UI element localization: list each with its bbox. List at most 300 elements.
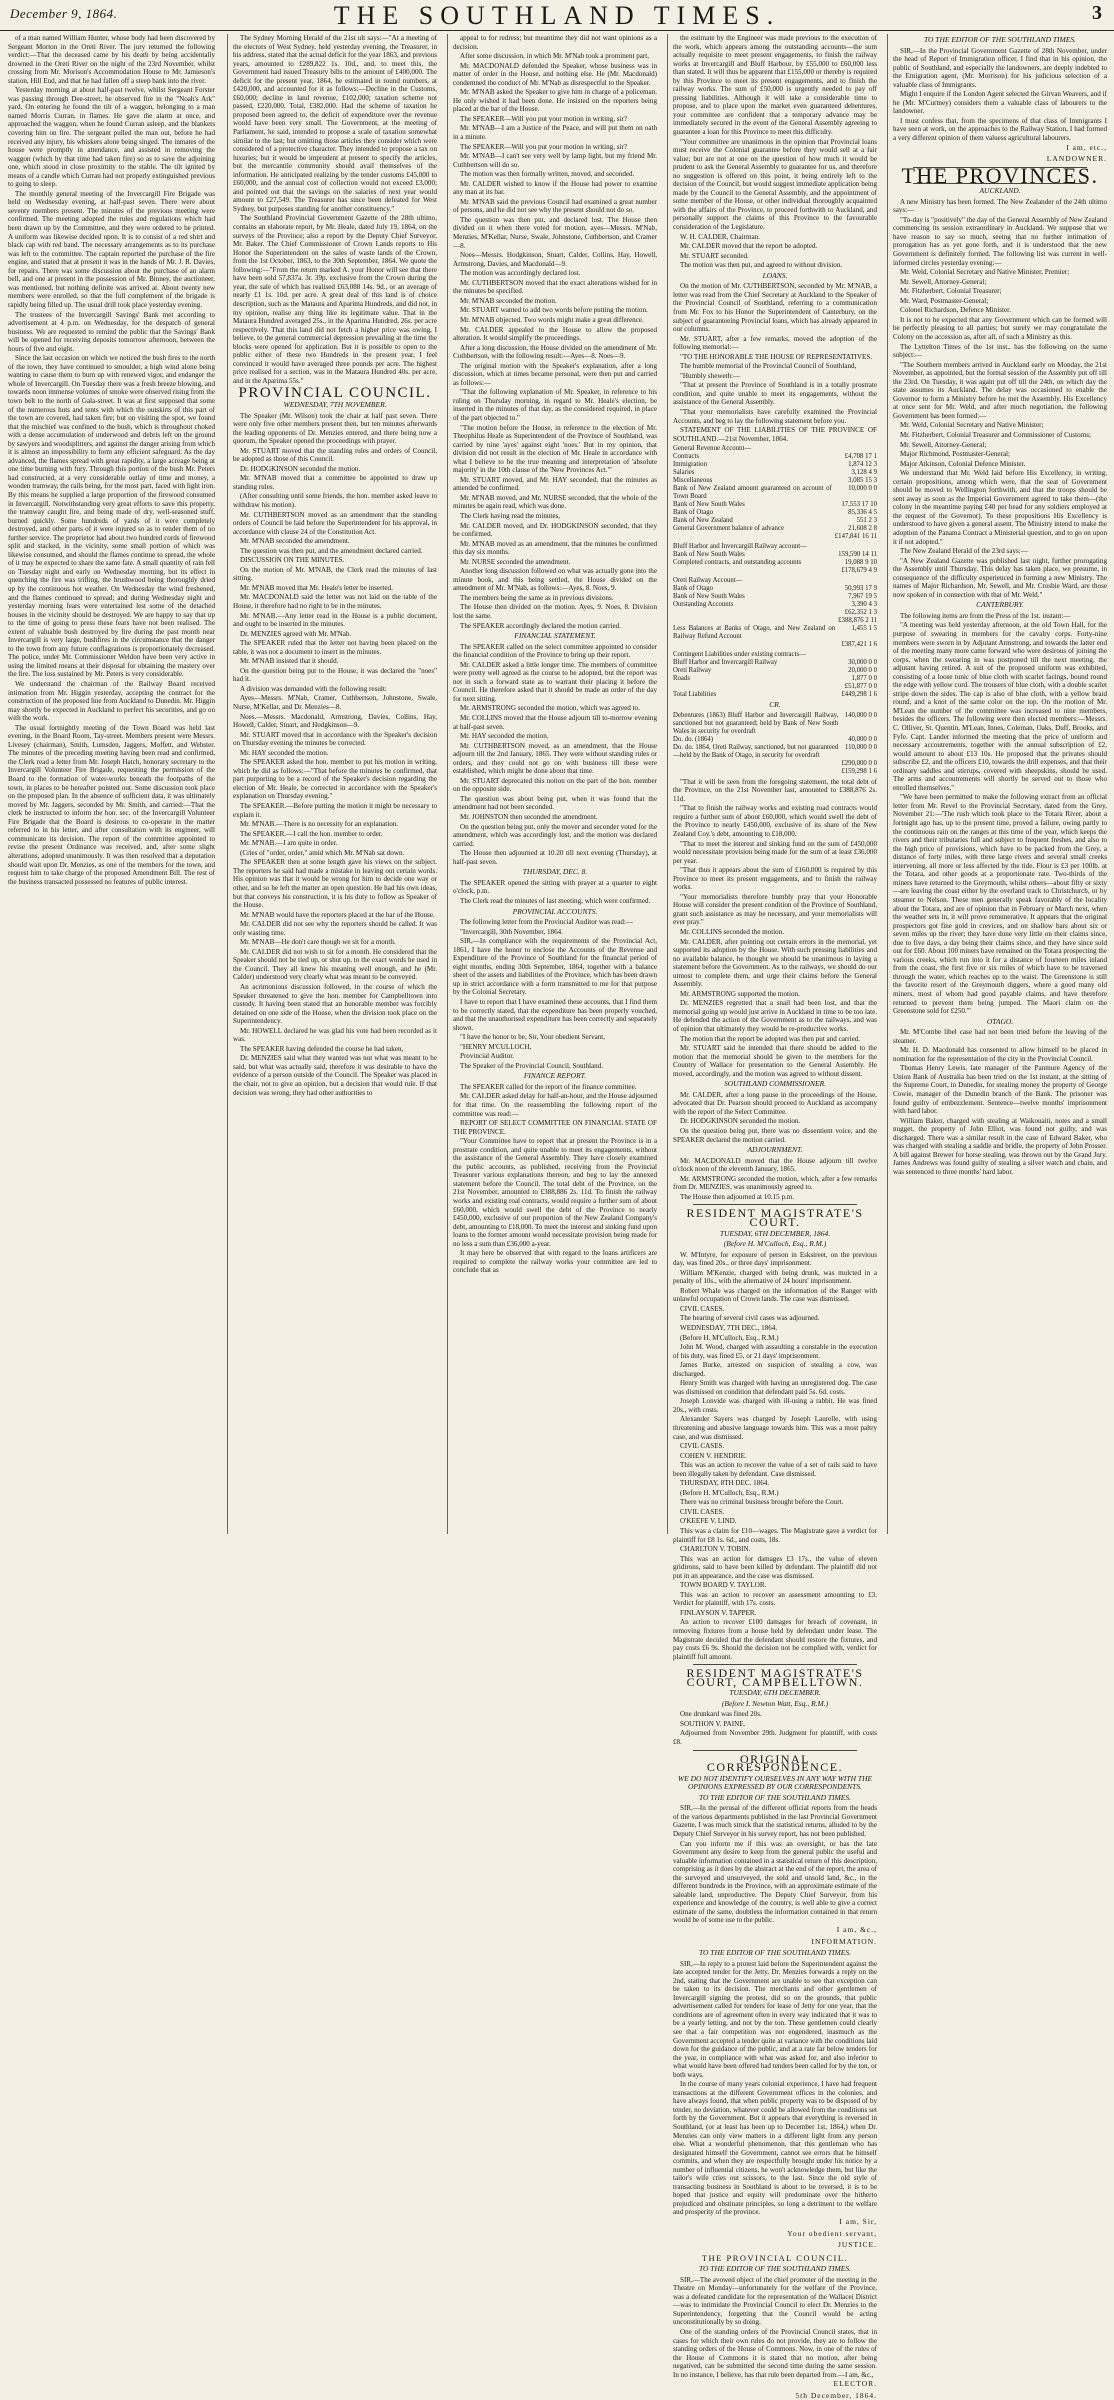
table-cell-label: Bank of New South Wales: [673, 593, 745, 601]
paragraph: Dr. HODGKINSON seconded the motion.: [680, 1117, 801, 1126]
table-row: [673, 551, 877, 559]
table-cell-amount: 7,967 19 5: [848, 593, 877, 601]
paragraph: SIR,—In reply to a protest laid before the Superintendent against the late accepted tender for the Jetty, Dr. Menzies forwards a reply on the 2nd, stating that the Government are unable to see that exception can be taken to its decision. The merchants and other gentlemen of Invercargill signing the protest, did so on the grounds, that public advertisement called for tenders for lease of Jetty for one year, that the conditions are of agreement often in every way indicated that it was to be a yearly letting, and not by the ton. These gentlemen could clearly see that a fair competition was not engendered, inasmuch as the Government accepted a tender quite at variance with the conditions laid down for the guidance of the public, and at a rate far below tenders for the year, in compliance with what was asked for, and also inferior to what would have been offered had tenders been called for by the ton, or both ways.: [673, 1959, 877, 2079]
paragraph: the estimate by the Engineer was made previous to the execution of the work, which appears among the outstanding accounts—the sum actually requisite to meet present engagements, to finish the railway works at Invercargill and Bluff Harbour, by £55,000 to £60,000 less than stated. It will thus be apparent that £155,000 or thereby is required by this Province to meet its present engagements, and to finish the railway works. The sum of £50,000 is urgently needed to pay off pressing liabilities. Although it will take a considerable time to propose, and to place upon the market even guaranteed debentures, your committee are confident that a temporary advance may be immediately secured in the event of the General Assembly agreeing to guarantee a loan for this Province to meet this difficulty.: [673, 34, 877, 137]
paragraph: The question was then put, and the amendment declared carried.: [240, 546, 423, 555]
paragraph: The SPEAKER having defended the course he had taken,: [240, 1044, 404, 1053]
table-row: [673, 533, 877, 541]
paragraph: On the motion of Mr. CUTHBERTSON, seconded by Mr. M'NAB, a letter was read from the Chief Secretary at Auckland to the Speaker of the Provincial Council of Southland, referring to a communication from Mr. Fox to his Honor the Superintendent of Canterbury, on the subject of guaranteeing Provincial loans, which has already appeared in our columns.: [673, 282, 877, 334]
table-row: [673, 683, 877, 691]
paragraph: Mr. Sewell, Attorney-General;: [900, 277, 987, 286]
paragraph: The question was then put, and declared lost. The House then divided on it when there voted for motion, ayes—Messrs. M'Nab, Menzies, M'Kellar, Nurse, Swale, Johnstone, Cuthbertson, and Cramer—8.: [453, 215, 657, 250]
paragraph: The House then divided on the motion. Ayes, 9. Noes, 8. Division lost the same.: [453, 603, 657, 620]
table-cell-label: Bank of New South Wales: [673, 551, 745, 559]
paragraph: The Speaker (Mr. Wilson) took the chair at half past seven. There were only five other members present then, but ten minutes afterwards the leading opponents of Dr. Menzies entered, and there being now a quorum, the Speaker opened the proceedings with prayer.: [233, 411, 437, 446]
table-cell-amount: 140,000 0 0: [844, 711, 877, 719]
paragraph: The New Zealand Herald of the 23rd says:—: [900, 547, 1028, 556]
paragraph: Mr. HAY seconded the motion.: [240, 748, 329, 757]
table-cell-amount: 30,000 0 0: [848, 659, 877, 667]
table-cell-label: Total Liabilities: [673, 691, 717, 699]
paragraph: Mr. CALDER, after a long pause in the proceedings of the House, advocated that Dr. Pearson should proceed to Auckland as accompany with the report of the Select Committee.: [673, 1090, 877, 1116]
letter-3-address: TO THE EDITOR OF THE SOUTHLAND TIMES.: [698, 2264, 852, 2274]
paragraph: I have to report that I have examined these accounts, that I find them to be correctly stated, that the expenditure has been properly vouched, and that the unauthorised expenditure has been correctly and separately shown.: [453, 997, 657, 1032]
paragraph: Colonel Richardson, Defence Minister.: [900, 306, 1011, 315]
col2-top-paragraphs: [233, 34, 437, 385]
campbelltown-court-before: (Before I. Newton Watt, Esq., R.M.): [721, 1698, 829, 1708]
paragraph: After some discussion, in which Mr. M'Nab took a prominent part,: [460, 52, 650, 61]
table-cell-label: Less Balances at Banks of Otago, and New Zealand on Railway Refund Account: [673, 625, 836, 641]
paragraph: Mr. CALDER asked delay for half-an-hour, and the House adjourned for that time. On the reassembling the following report of the committee was read:—: [453, 1092, 657, 1118]
paragraph: Mr. Ward, Postmaster-General;: [900, 296, 989, 305]
loans-heading: LOANS.: [762, 270, 788, 280]
table-cell-label: Bluff Harbor and Invercargill Railway: [673, 659, 778, 667]
paragraph: The usual fortnightly meeting of the Town Board was held last evening, in the Board Room, Tay-street. Members present were Messrs. Livesey (chairman), Smith, Lumsden, Jaggers, Moffett, and Webster. The minutes of the preceding meeting having been read and confirmed, the Clerk read a letter from Mr. Joseph Hatch, honorary secretary to the Invercargill Volunteer Fire Brigade, requesting the permission of the Board to the formation of water-works beneath the footpaths of the town, in places to be hereafter pointed out. Some discussion took place on the proposed plan. In the absence of sufficient data, it was ultimately moved by Mr. Jaggers, seconded by Mr. Smith, and carried:—That the clerk be instructed to inform the hon. sec. of the Invercargill Volunteer Fire Brigade that the Board is desirous to co-operate in the matter referred to in his letter, and after consultation with its engineer, will communicate its decision. The report of the committee appointed to revise the present Ordinance was received, and, after some slight alterations, adopted unanimously. It was then resolved that a deputation should wait upon Dr. Menzies, as one of the members for the town, and request him to take charge of the proposed Amendment Bill. The rest of the business transacted possessed no features of public interest.: [8, 723, 215, 886]
table-row: [673, 744, 877, 760]
paragraph: COHEN V. HENDRIE.: [680, 1451, 747, 1460]
paragraph: The SPEAKER called on the select committee appointed to consider the financial condition of the Province to bring up their report.: [453, 642, 657, 660]
divider: [693, 1204, 857, 1205]
table-cell-label: Bank of New Zealand amount guaranteed on account of Town Board: [673, 485, 832, 501]
paragraph: "That to finish the railway works and existing road contracts would require a further sum of about £60,000, which would swell the debt of the Province to nearly £450,000, exclusive of its share of the New Zealand Coy.'s debt, amounting to £18,000.: [673, 804, 877, 838]
table-row: [673, 445, 877, 453]
col3-paragraphs-c: [453, 879, 657, 906]
paragraph: Mr. CALDER moved that the report be adopted.: [680, 242, 818, 251]
table-cell-label: Bank of Otago: [673, 585, 714, 593]
paragraph: Dr. MENZIES said what they wanted was not what was meant to be said, but what was actually said, therefore it was desirable to have the evidence of a person outside of the Council. The Speaker was placed in the chair, not to give an opinion, but a decision that would rule. If that decision was wrong, they had other authorities to: [233, 1054, 437, 1097]
paragraph: Mr. M'NAB moved that a committee be appointed to draw up standing rules.: [233, 474, 437, 491]
liabilities-table-2: [673, 543, 877, 575]
column-1: [8, 34, 215, 1534]
col4-paragraphs-d: [673, 1091, 877, 1144]
letter-1-address: TO THE EDITOR OF THE SOUTHLAND TIMES.: [698, 1792, 852, 1802]
paragraph: A new Ministry has been formed. The New Zealander of the 24th ultimo says:—: [893, 197, 1107, 215]
paragraph: SIR,—In the Provincial Government Gazette of 28th November, under the head of Report of Immigration officer, I find that in his opinion, the public of Southland, and especially the landowners, are deeply indebted to the Emigration agent, (Mr. Morrison) for his judicious selection of a valuable class of Immigrants.: [893, 46, 1107, 89]
paragraph: We understand the chairman of the Railway Board received intimation from Mr. Higgin yesterday, accepting the contract for the construction of the proposed line from Auckland to Dunedin. Mr. Higgin may shortly be expected in Auckland to perfect his securities, and go on with the work.: [8, 680, 215, 723]
paragraph: Alexander Sayers was charged by Joseph Laurelle, with using threatening and abusive language towards him. This was a most paltry case, and was dismissed.: [673, 1415, 877, 1441]
rm-court-heading: RESIDENT MAGISTRATE'S COURT.: [686, 1206, 864, 1229]
financial-statement-heading: FINANCIAL STATEMENT.: [514, 631, 596, 641]
paragraph: "Your Committee have to report that at present the Province is in a prostrate condition, and quite unable to meet its engagements, without the assistance of the General Assembly. They have closely examined the public accounts, as published, receiving from the Provincial Treasurer various explanations thereon, and beg to lay the annexed statement before the Council. The total debt of the Province, on the 21st November, amounted to £388,886 2s. 11d. To finish the railway works and existing roal contracts, would require a further sum of about £60,000, which would swell the debt of the Province to nearly £450,000, exclusive of our proportion of the New Zealand Company's debt, amounting to £18,000. To meet the interest and sinking fund upon loans to the former amount would necessitate provision being made for no less a sum than £36,000 a-year.: [453, 1137, 657, 1248]
paragraph: The Lyttelton Times of the 1st inst., has the following on the same subject:—: [893, 342, 1107, 360]
paragraph: CIVIL CASES.: [680, 1507, 725, 1516]
paragraph: Mr. M'NAB—He don't care though we sit for a month.: [240, 938, 396, 947]
paragraph: of a man named William Hunter, whose body had been discovered by Sergeant Morton in the Oreti River. The jury returned the following verdict:—That the deceased came by his death by being accidentally drowned in the Oreti River on the night of the 23rd November, whilst crossing from Mr. Morison's Accommodation House to Mr. Jamieson's station, Hill End, and that he had fallen off a steep bank into the river.: [8, 34, 215, 85]
paragraph: STATEMENT OF THE LIABILITIES OF THE PROVINCE OF SOUTHLAND.—21st November, 1864.: [673, 426, 877, 443]
letter-3-paragraphs: [673, 2276, 877, 2380]
paragraph: The following items are from the Press of the 1st. instant:—: [900, 611, 1071, 620]
letter-2-closing: I am, Sir,: [839, 2217, 877, 2227]
col3-paragraphs-b: [453, 643, 657, 867]
table-row: [673, 461, 877, 469]
paragraph: Mr. STUART moved that the standing rules and orders of Council, be adopted as those of this Council.: [233, 446, 437, 464]
paragraph: THURSDAY, 8TH DEC. 1864.: [680, 1479, 770, 1488]
paragraph: Mr. CALDER did not see why the reporters should be called. It was only wasting time.: [233, 920, 437, 937]
paragraph: This was an action for damages £3 17s., the value of eleven gridirons, said to have been killed by defendant. The plaintiff did not put in an appearance, and the case was dismissed.: [673, 1554, 877, 1580]
paragraph: John M. Wood, charged with assaulting a constable in the execution of his duty, was fined £5, or 21 days' imprisonment.: [673, 1343, 877, 1360]
paragraph: REPORT OF SELECT COMMITTEE ON FINANCIAL STATE OF THE PROVINCE.: [453, 1119, 657, 1136]
paragraph: Mr. Fitzherbert, Colonial Treasurer;: [900, 287, 1002, 296]
paragraph: This was an action to recover the value of a set of rails said to have been illegally taken by defendant. Case dismissed.: [673, 1461, 877, 1478]
paragraph: This was an action to recover an assessment amounting to £3. Verdict for plaintiff, with 17s. costs.: [673, 1590, 877, 1608]
table-cell-label: [673, 567, 828, 575]
liabilities-table-4: [673, 651, 877, 699]
paragraph: "A New Zealand Gazette was published last night, further prorogating the Assembly until Thursday. This delay has taken place, we presume, in consequence of the difficulty experienced in forming a new Ministry. The names of Major Richardson, Mr. Sewell, and Mr. Crosbie Ward, are those now spoken of in connection with that of Mr. Weld.": [893, 556, 1107, 599]
table-row: [673, 736, 877, 744]
paragraph: The motion was accordingly declared lost.: [460, 269, 581, 278]
paragraph: The hearing of several civil cases was adjourned.: [680, 1314, 820, 1323]
paragraph: Can you inform me if this was an oversight, or has the late Government any desire to keep from the general public the useful and valuable information contained in a statistical return of this description, comprising as it does by the abstract at the end of the report, the area of the surveyed and unsurveyed, the sold and unsold land, &c., in the different hundreds in the Province, with an approximate estimate of the saleable land, unproductive. The Deputy Chief Surveyor, from his experience and knowledge of the country, is well able to give a correct estimate of the same, doubtless the information contained in that return would be of some use to the public.: [673, 1839, 877, 1925]
table-cell-amount: 3,085 15 3: [848, 477, 877, 485]
paragraph: The SPEAKER called for the report of the finance committee.: [460, 1082, 637, 1091]
thursday-heading: THURSDAY, DEC. 8.: [522, 867, 588, 877]
table-cell-amount: £51,877 0 0: [844, 683, 877, 691]
paragraph: Mr. M'NAB.—I am quite in order.: [240, 839, 338, 848]
table-row: [673, 760, 877, 768]
paragraph: The Speaker of the Provincial Council, Southland.: [460, 1061, 604, 1070]
paragraph: Mr. M'NAB moved, and Mr. NURSE seconded, that the whole of the minutes be again read, which was done.: [453, 493, 657, 511]
campbelltown-court-date: TUESDAY, 6TH DECEMBER.: [729, 1688, 821, 1698]
paragraph: Mr. CUTHBERTSON moved, as an amendment, that the House adjourn till the 2nd January, 1865. They were without standing rules or orders, and they could not go on with business till these were established, which might be done about that time.: [453, 741, 657, 776]
table-row: [673, 609, 877, 617]
column-5: [887, 34, 1107, 1534]
paragraph: Mr. ARMSTRONG seconded the motion, which, after a few remarks from Dr. MENZIES, was unanimously agreed to.: [673, 1174, 877, 1192]
paragraph: "That to meet the interest and sinking fund on the sum of £450,000 would necessitate provision being made for the sum of at least £36,000 per year.: [673, 839, 877, 865]
masthead: [0, 0, 1114, 31]
paragraph: On the motion of Mr. M'NAB, the Clerk read the minutes of last sitting.: [233, 565, 437, 583]
paragraph: On the question being put, only the mover and seconder voted for the amendment, which was accordingly lost, and the motion was declared carried.: [453, 822, 657, 848]
table-cell-label: Bank of Otago: [673, 509, 714, 517]
paragraph: The motion was then formally written, moved, and seconded.: [460, 170, 635, 179]
paragraph: The Southland Provincial Government Gazette of the 28th ultimo, contains an elaborate report, by Mr. Heale, dated July 19, 1864, on the surveys of the Province; also a report by the Deputy Chief Surveyor, Mr. Baker. The Chief Commissioner of Crown Lands reports to His Honor the Superintendent on the sales of waste lands of the Crown, from the 1st October, 1863, to the 30th September, 1864. We quote the following:—"From the return marked A. your Honor will see that there have been sold 57,837a. 3r. 39p. exclusive from the Crown during the year, the sale of which has realised £63,088 14s. 9d., or an average of nearly £1 1s. 10d. per acre. A great deal of this land is of choice description, such as the Mataura and Aparima Hundreds, and did not, in my opinion, realise any thing like its legitimate value. That in the Mataura Hundred averaged 25s., in the Aparima Hundred, 26s. per acre respectively. That this land did not fetch a higher price was owing, I believe, to the general commercial depression prevailing at the time the blocks were opened for application. But it is possible to open to the public either of these two Hundreds in the present year, I feel convinced it would have averaged three pounds per acre. The highest price realised for a section, was in the Mataura Hundred 40s. per acre, and in the Aparima 55s.": [233, 214, 437, 385]
table-cell-amount: £387,421 1 6: [841, 641, 877, 649]
finance-report-heading: FINANCE REPORT.: [523, 1071, 587, 1081]
table-cell-label: Oreti Railway Account—: [673, 577, 743, 585]
provincial-council-letter-heading: THE PROVINCIAL COUNCIL.: [701, 2252, 849, 2263]
table-cell-label: Debentures (1863) Bluff Harbor and Invercargill Railway, sanctioned but not guaranteed; held by Bank of New South Wales in security for overdraft: [673, 711, 839, 735]
table-cell-amount: 19,088 9 10: [844, 559, 877, 567]
table-row: [673, 585, 877, 593]
table-row: [673, 651, 877, 659]
table-cell-label: Contingent Liabilities under existing contracts—: [673, 651, 806, 659]
paragraph: In the course of many years colonial experience, I have had frequent transactions at the different Government offices in the colonies, and have always found, that when public property was to be disposed of by tender, no deviation, whatever could be allowed from the conditions set forth by the Government. But it appears that everything is reversed in Southland, (or at least has been up to December 1st, 1864,) when Dr. Menzies can only view matters in a different light from any person else. What a wonderful phenomenon, that this gentleman who has designated himself the Government, cannot see errors that he himself commits, and when they are respectfully brought under his notice by a number of influential citizens, he won't acknowledge them, but like the tailor's wife cries out scissors, to the last. Since the old style of transacting business in Southland is about to be reversed, it is to be hoped that justice and equity will predominate over the hitherto prejudiced and obstinate principles, so long a detriment to the welfare and prosperity of the province.: [673, 2080, 877, 2217]
paragraph: (Before H. M'Culloch, Esq., R.M.): [680, 1488, 779, 1497]
paragraph: Mr. M'NAB.—There is no necessity for an explanation.: [240, 820, 399, 829]
table-cell-amount: [831, 651, 877, 659]
letter-1-paragraphs: [673, 1804, 877, 1925]
paragraph: Mr. M'NAB would have the reporters placed at the bar of the House.: [240, 910, 435, 919]
paragraph: Mr. M'NAB—I can't see very well by lamp light, but my friend Mr. Cuthbertson will do so.: [453, 152, 657, 169]
paragraph: Yesterday morning at about half-past twelve, whilst Sergeant Forster was passing through Dee-street, he observed fire in the "Noah's Ark" yard. On entering he found the tilt of a waggon, belonging to a man named Morris Curran, in flames. He gave the alarm at once, and approached the waggon, when he found Curran asleep, and the blankets covering him on fire. The sergeant pulled the man out, before he had received any injury, his whiskers alone being singed. The inmates of the house were promptly in attendance, and assisted in removing the waggon (which by that time had taken fire) so as to save the adjoining one, which stood in close proximity to the stable. The tilt ignited by means of a candle which Curran had not properly extinguished previous to going to sleep.: [8, 86, 215, 189]
paragraph: Mr. COLLINS seconded the motion.: [680, 928, 785, 936]
campbelltown-court-heading: RESIDENT MAGISTRATE'S COURT, CAMPBELLTOWN.: [686, 1666, 864, 1689]
paragraph: Mr. M'NAB.—Any letter read in the House is a public document, and ought to be inserted in the minutes.: [233, 611, 437, 629]
paragraph: James Burke, arrested on suspicion of stealing a cow, was discharged.: [673, 1361, 877, 1378]
paragraph: (After consulting until some friends, the hon. member asked leave to withdraw his motion).: [233, 492, 437, 509]
paragraph: The trustees of the Invercargill Savings' Bank met according to advertisement at 4 p.m. on Wednesday, for the despatch of general business. We are requested to remind the public that the Savings' Bank will be opened for receiving deposits tomorrow afternoon, between the hours of five and eight.: [8, 310, 215, 353]
paragraph: "That at present the Province of Southland is in a totally prostrate condition, and quite unable to meet its engagements, without the assistance of the General Assembly.: [673, 381, 877, 407]
the-provinces-heading: THE PROVINCES.: [901, 162, 1099, 188]
paragraph: Mr. ARMSTRONG seconded the motion, which was agreed to.: [460, 704, 640, 713]
paragraph: "That the following explanation of Mr. Speaker, in reference to his ruling on Thursday morning, in regard to Mr. Heale's election, be inserted in the minutes of that day, as the considered required, in place of the part objected to.": [453, 388, 657, 422]
table-cell-amount: 1,455 1 5: [851, 625, 877, 633]
paragraph: The SPEAKER accordingly declared the motion carried.: [460, 621, 621, 630]
paragraph: Mr. STUART said he intended that there should be added to the motion that the memorial should be given to the members for the Country of Wallace for presentation to the General Assembly. He moved, accordingly, and the motion was agreed to without dissent.: [673, 1044, 877, 1078]
table-cell-label: General Revenue Account—: [673, 445, 752, 453]
otago-paragraphs: [893, 1028, 1107, 1176]
canterbury-paragraphs: [893, 612, 1107, 1016]
paragraph: Mr. M'Combe libel case had not been tried before the leaving of the steamer.: [893, 1028, 1107, 1045]
paragraph: SIR,—In the perusal of the different official reports from the heads of the various departments published in the last Provincial Government Gazette, I was much struck that the statistical returns, alluded to by the Deputy Chief Surveyor in his survey report, has not been published.: [673, 1804, 877, 1838]
table-row: [673, 712, 877, 736]
table-cell-amount: 551 2 3: [856, 517, 877, 525]
paragraph: William M'Kenzie, charged with being drunk, was mulcted in a penalty of 10s., with the alternative of 24 hours' imprisonment.: [673, 1268, 877, 1286]
commissioner-heading: SOUTHLAND COMMISSIONER.: [723, 1079, 827, 1089]
table-row: [673, 509, 877, 517]
letter-3-signature: ELECTOR.: [833, 2379, 877, 2389]
paragraph: The question was about being put, when it was found that the amendment had not been seconded.: [453, 794, 657, 812]
paragraph: Mr. CALDER moved, and Dr. HODGKINSON seconded, that they be confirmed.: [453, 521, 657, 539]
newspaper-title: THE SOUTHLAND TIMES.: [333, 1, 781, 30]
paragraph: "The motion before the House, in reference to the election of Mr. Theophilus Heale as Superintendent of the Province of Southland, was carried by nine 'ayes' against eight 'noes.' But in my opinion, that division did not result in the election of Mr. Heale in accordance with what I believe to be the true meaning and interpretation of 'absolute majority' in the 10th clause of the 'New Provinces Act.'": [453, 423, 657, 475]
sitting-date: WEDNESDAY, 7TH NOVEMBER.: [283, 399, 387, 409]
table-cell-label: Completed contracts, and outstanding accounts: [673, 559, 802, 567]
paragraph: The SPEAKER ruled that the letter not having been placed on the table, it was not a document to insert in the minutes.: [233, 639, 437, 656]
rm-court-before: (Before H. M'Culloch, Esq., R.M.): [723, 1239, 827, 1249]
paragraph: Mr. M'NAB asked the Speaker to give him in charge of a policeman. He only wished it had been done. He insisted on the reporters being placed at the bar of the House.: [453, 88, 657, 114]
table-cell-amount: £159,298 1 6: [841, 767, 877, 775]
table-row: [673, 517, 877, 525]
table-row: [673, 593, 877, 601]
table-cell-label: Miscellaneous: [673, 477, 713, 485]
table-cell-amount: £4,708 17 1: [844, 453, 877, 461]
paragraph: TOWN BOARD V. TAYLOR.: [680, 1581, 767, 1590]
paragraph: CHARLTON V. TOBIN.: [680, 1545, 751, 1554]
table-row: [673, 525, 877, 533]
paragraph: The SPEAKER asked the hon. member to put his motion in writing, which he did as follows:—"That before the minutes be confirmed, that part purporting to be a record of the Speaker's decision regarding the election of Mr. Heale, be corrected in accordance with the Speaker's explanation on Thursday evening.": [233, 758, 437, 801]
paragraph: SIR,—In compliance with the requirements of the Provincial Act, 1861, I have the honor to enclose the Accounts of the Revenue and Expenditure of the Province of Southland for the financial period of eight months, ending 30th September, 1864, together with a balance sheet of the assets and liabilities of the Province, which has been drawn up in strict accordance with a form transmitted to me for that purpose by the Colonial Secretary.: [453, 937, 657, 997]
columns: [8, 34, 1108, 2400]
table-cell-amount: 20,000 0 0: [848, 667, 877, 675]
auckland-paragraphs: [893, 198, 1107, 600]
paragraph: After a long discussion, the House divided on the amendment of Mr. Cuthbertson, with the following result:—Ayes—8. Noes—9.: [453, 343, 657, 361]
paragraph: Mr. STUART deprecated this notion on the part of the hon. member on the opposite side.: [453, 776, 657, 794]
table-cell-amount: £62,352 1 3: [844, 609, 877, 617]
col3-paragraphs-d: [453, 918, 657, 1070]
correspondence-disclaimer: WE DO NOT IDENTIFY OURSELVES IN ANY WAY WITH THE OPINIONS EXPRESSED BY OUR CORRESPONDENTS.: [677, 1773, 873, 1792]
adjournment-heading: ADJOURNMENT.: [747, 1145, 803, 1155]
table-cell-amount: [828, 543, 877, 551]
paragraph: The SPEAKER then at some length gave his views on the subject. The reporters he said had made a mistake in leaving out certain words. His opinion was that it would be wrong for him to decide one way or other, and so he left the matter an open question. He had his own ideas, but that conveys his construction, it is his duty to follow as Speaker of the House.: [233, 858, 437, 910]
table-cell-label: [673, 617, 835, 625]
rm-court-date: TUESDAY, 6TH DECEMBER, 1864.: [719, 1228, 831, 1238]
paragraph: CIVIL CASES.: [680, 1442, 725, 1451]
paragraph: Mr. JOHNSTON then seconded the amendment.: [460, 813, 598, 822]
paragraph: One of the standing orders of the Provincial Council states, that in cases for which their own rules do not provide, they are to follow the standing orders of the House of Commons. Now, in one of the rules of the House of Commons it is stated that no motion, after being negatived, can be submitted the second time during the same session. In no instance, I believe, has that rule been departed from.—I am, &c.,: [673, 2328, 877, 2379]
table-cell-amount: £388,876 2 11: [838, 617, 877, 625]
paragraph: "Your memorialists therefore humbly pray that your Honorable House will consider the present condition of the Province of Southland, grant such assistance as may be necessary, and your memorialists will ever pray.": [673, 892, 877, 927]
paragraph: Mr. NURSE seconded the amendment.: [460, 557, 571, 566]
table-cell-label: [673, 609, 835, 617]
table-cell-label: [673, 683, 831, 691]
paragraph: Mr. M'NAB moved that Mr. Heale's letter be inserted.: [240, 583, 393, 592]
paragraph: Mr. M'NAB seconded the motion.: [460, 296, 557, 305]
table-cell-amount: 3,390 4 3: [851, 601, 877, 609]
table-row: [673, 501, 877, 509]
divider: [693, 1664, 857, 1665]
table-row: [673, 617, 877, 625]
paragraph: The Sydney Morning Herald of the 21st ult says:—"At a meeting of the electors of West Sydney, held yesterday evening, the Treasurer, in his address, stated that the actual deficit for the year 1863, and previous years, amounted to £289,822 1s. 10d., and, to meet this, the Government had issued Treasury bills to the amount of £400,000. The deficit for the present year, 1864, he estimated in round numbers, at £420,000, and accounted for it as follows:—Decline in the Customs, £60,000; decline in land revenue, £102,000; taxation scheme not passed, £220,000. Total, £382,000. Had the scheme of taxation he proposed been agreed to, the deficit of expenditure over the revenue would have been very small. The Government, at the meeting of Parliament, he said, intended to propose a scale of taxation somewhat similar to the last; but omitting those articles they consider which were considered of a protective character. They intended to propose a tax on luxuries; but it would be imprudent at present to specify the articles, but the mercantile community should avail themselves of the information. He anticipated realizing by the tender customs £45,000 to £60,000, and the annual cost of collection would not exceed £3,000; and pointed out that the savings on the salaries of next year would amount to £27,549. The Treasurer has since been defeated for West Sydney, but purposes standing for another constituency.": [233, 34, 437, 213]
table-row: [673, 469, 877, 477]
column-4: [667, 34, 877, 2400]
paragraph: Mr. Sewell, Attorney-General;: [900, 440, 987, 449]
paragraph: "That it will be seen from the foregoing statement, the total debt of the Province, on the 21st November last, amounted to £388,876 2s. 11d.: [673, 777, 877, 803]
paragraph: "The Southern members arrived in Auckland early on Monday, the 21st November, as appointed, but the formal session of the Assembly put off till the 23rd. On Tuesday, it was again put off till the 24th, on which day the state assumes its Auckland. The delay was occasioned to enable the Governor to form a Ministry before he met the Assembly. His Excellency at once sent for Mr. Weld, and after much negotiation, the following Government has been formed:—: [893, 360, 1107, 420]
letter-2-signature: JUSTICE.: [837, 2240, 877, 2250]
paragraph: Adjourned from November 29th. Judgment for plaintiff, with costs £8.: [673, 1729, 877, 1747]
paragraph: It is not to be expected that any Government which can be formed will be perfectly pleasing to all parties; but surely we may congratulate the Colony on the accession as, after all, of such a Ministry as this.: [893, 315, 1107, 341]
paragraph: DISCUSSION ON THE MINUTES.: [240, 556, 345, 565]
table-cell-label: Immigration: [673, 461, 707, 469]
table-cell-label: Roads: [673, 675, 690, 683]
letter-4-closing: I am, etc.,: [1066, 142, 1107, 152]
col3-paragraphs-a: [453, 34, 657, 630]
table-cell-label: Do. do. 1864, Oreti Railway, sanctioned, but not guaranteed—held by the Bank of Otago, in security for overdraft: [673, 743, 839, 759]
paragraph: There was no criminal business brought before the Court.: [680, 1498, 844, 1507]
paragraph: Mr. Weld, Colonial Secretary and Native Minister, Premier;: [900, 268, 1070, 277]
auckland-heading: AUCKLAND.: [979, 186, 1021, 196]
table-cell-label: Salaries: [673, 469, 695, 477]
paragraph: It may here be observed that with regard to the loans artificers are required to complete the railway works your committee are led to conclude that as: [453, 1249, 657, 1275]
paragraph: Mr. M'NAB insisted that it should.: [240, 657, 339, 666]
table-cell-amount: £449,298 1 6: [841, 691, 877, 699]
paragraph: Mr. Weld, Colonial Secretary and Native Minister;: [900, 421, 1044, 430]
paragraph: Mr. CALDER did not wish to sit for a month. He considered that the Speaker should not be tied up, or shut up, to the exact words he used in the Council. They all knew his meaning well enough, and he (Mr. Calder) understood very clearly what was meant to be conveyed.: [233, 947, 437, 982]
table-cell-label: Outstanding Accounts: [673, 601, 734, 609]
paragraph: Noes—Messrs. Hodgkinson, Stuart, Calder, Collins, Hay, Howell, Armstrong, Davies, and Macdonald—9.: [453, 251, 657, 268]
table-cell-label: [673, 533, 832, 541]
paragraph: Mr. CALDER wished to know if the House had power to examine any man at its bar.: [453, 179, 657, 197]
paragraph: "Invercargill, 30th November, 1864.: [460, 927, 563, 936]
table-cell-amount: 21,608 2 8: [848, 525, 877, 533]
otago-heading: OTAGO.: [986, 1016, 1014, 1026]
paragraph: Dr. MENZIES regretted that a snail had been lost, and that the memorial going up would just arrive in Auckland in time to be too late. He defended the action of the Government as to the railways, and was of opinion that ultimately they would be re-productive works.: [673, 999, 877, 1034]
table-row: [673, 567, 877, 575]
paragraph: We understand that Mr. Weld laid before His Excellency, in writing, certain propositions, among which were, that the seat of Government should be moved to Wellington forthwith, and that the troops should be sent away as soon as the Imperial Government agreed to take them—(the colony in the meantime paying £40 per head for any soldiers employed at the request of the Governor). To these propositions His Excellency is understood to have given a general assent. The Ministry intend to make the adoption of the Panama Contract a Ministerial question, and to go on upon it if not adopted.": [893, 469, 1107, 546]
paragraph: I must confess that, from the specimens of that class of Immigrants I have seen at work, on the approaches to the Railway Station, I had formed a very different opinion of them valuess agricultural labourers.: [893, 116, 1107, 143]
paragraph: FINLAYSON V. TAPPER.: [680, 1608, 757, 1617]
paragraph: W. H. CALDER, Chairman.: [680, 232, 760, 241]
table-row: [673, 485, 877, 501]
paragraph: Mr. COLLINS moved that the House adjourn till to-morrow evening at half-past seven.: [453, 714, 657, 731]
paragraph: Mr. CALDER asked a little longer time. The members of committee were pretty well agreed as the course to be adopted, but the report was not in such a forward state as to warrant their placing it before the Council. He therefore asked that it should be made an order of the day for next sitting.: [453, 660, 657, 703]
table-cell-amount: £290,000 0 0: [841, 759, 877, 767]
table-cell-amount: 110,000 0 0: [844, 743, 877, 751]
letter-4-address: TO THE EDITOR OF THE SOUTHLAND TIMES.: [923, 35, 1077, 44]
paragraph: The following letter from the Provincial Auditor was read:—: [460, 918, 633, 927]
paragraph: An action to recover £100 damages for breach of covenant, in removing fixtures from a house held by defendant under lease. The Magistrate decided that the defendant should restore the fixtures, and pay costs £6 9s. Should the decision not be complied with, verdict for plaintiff full amount.: [673, 1618, 877, 1661]
paragraph: The humble memorial of the Provincial Council of Southland,: [680, 362, 857, 371]
paragraph: Mr. MACDONALD moved that the House adjourn till twelve o'clock noon of the eleventh January, 1865.: [673, 1156, 877, 1174]
credit-table: [673, 712, 877, 776]
paragraph: The Clerk read the minutes of last meeting, which were confirmed.: [460, 896, 651, 905]
provincial-accounts-heading: PROVINCIAL ACCOUNTS.: [512, 906, 598, 916]
issue-date: December 9, 1864.: [10, 6, 118, 21]
paragraph: Major Richmond, Postmaster-General;: [900, 450, 1010, 459]
paragraph: On the question being put, there was no dissentient voice, and the SPEAKER declared the motion carried.: [673, 1127, 877, 1144]
table-row: [673, 675, 877, 683]
paragraph: An acrimonious discussion followed, in the course of which the Speaker threatened to give the hon. member for Campbelltown into custody. It having been stated that an honorable member was forcibly detained on one side of the House, when the division took place on the Superintendency.: [233, 982, 437, 1026]
paragraph: Mr. M'NAB objected. Two words might make a great difference.: [460, 315, 644, 324]
letter-2-address: TO THE EDITOR OF THE SOUTHLAND TIMES.: [698, 1948, 852, 1958]
table-row: [673, 577, 877, 585]
paragraph: Mr. STUART moved that in accordance with the Speaker's decision on Thursday evening the minutes be corrected.: [233, 730, 437, 748]
table-row: [673, 691, 877, 699]
paragraph: Might I enquire if the London Agent selected the Girvan Weavers, and if he (Mr. M'Curtney) considers them a valuable class of labourers to the landowner.: [893, 90, 1107, 116]
paragraph: Ayes—Messrs. M'Nab, Cramer, Cuthbertson, Johnstone, Swale, Nurse, M'Kellar, and Dr. Menzies—8.: [233, 694, 437, 712]
table-cell-amount: £147,841 16 11: [834, 533, 877, 541]
paragraph: W. M'Intyre, for exposure of person in Eskstreet, on the previous day, was fined 20s., or three days' imprisonment.: [673, 1250, 877, 1268]
paragraph: Mr. STUART, after a few remarks, moved the adoption of the following memorial:—: [673, 334, 877, 352]
table-cell-amount: 85,336 4 5: [848, 509, 877, 517]
paragraph: William Baker, charged with stealing at Waikouaiti, notes and a small nugget, the property of John Elliot, was found not guilty, and was discharged. There was a similar result in the case of Edward Baker, who was charged with stealing a saddle and bridle, the property of John Prosser. A bill against Brewer for horse stealing, was thrown out by the Grand Jury. James Andrews was found guilty of stealing a silver watch and chain, and was sentenced to three months' hard labor.: [893, 1116, 1107, 1176]
letter-1-closing: I am, &c.,: [836, 1924, 877, 1934]
paragraph: Mr. ARMSTRONG supported the motion.: [680, 989, 800, 998]
paragraph: The SPEAKER—Will you put your motion in writing, sir?: [460, 114, 628, 123]
paragraph: (Cries of "order, order," amid which Mr. M'Nab sat down.: [240, 848, 405, 857]
paragraph: O'KEEFE V. LIND.: [680, 1517, 737, 1526]
paragraph: The SPEAKER.—I call the hon. member to order.: [240, 829, 383, 838]
table-cell-amount: 1,877 0 0: [851, 675, 877, 683]
paragraph: Mr. CUTHBERTSON moved as an amendment that the standing orders of Council be laid before the Superintendent for his approval, in accordance with clause 24 of the Constitution Act.: [233, 510, 437, 536]
paragraph: Major Atkinson, Colonial Defence Minister.: [900, 459, 1026, 468]
letter-4-signature: LANDOWNER.: [1046, 154, 1107, 164]
paragraph: The motion that the report be adopted was then put and carried.: [680, 1034, 861, 1043]
paragraph: CIVIL CASES.: [680, 1304, 725, 1313]
paragraph: "A meeting was held yesterday afternoon, at the old Town Hall, for the purpose of swearing in members for the cavalry corps. Forty-nine members were sworn in by Adjutant Armstrong, and towards the latter end of the meeting many more came forward who were desirous of joining the corps, when the swearing in was postponed till the next meeting, the adjutant having retired. A suit of the proposed uniform was exhibited, consisting of a loose tunic of blue cloth with scarlet facings, bound round the edge with yellow cord. The trousers of blue cloth, with a double scarlet stripe down the sides. The cap is also of blue cloth, with a yellow braid round, and a knot of the same color on the top. On the motion of Mr. M'Lean the number of the committee was increased to nine members, besides the officers. The following were then elected members:—Messrs. C. Olliver, St. Quentin, M'Lean, Innes, Coleman, Oaks, Duff, Brooks, and Fyfe. Capt. Lander informed the meeting that the price of uniform and necessary accoutrements, together with the annual subscription of £2, would amount to about £13 10s. He proposed that the privates should subscribe £2, and the officers £10, towards the drill expenses, and that their ordinary saddles and stirrups, covered with sheepskins, should be used. The arms and accoutrements will shortly be served out to those who enrolled themselves.": [893, 621, 1108, 792]
paragraph: Noes.—Messrs. Macdonald, Armstrong, Davies, Collins, Hay, Howell, Calder, Stuart, and Hodgkinson—9.: [233, 712, 437, 730]
letter-1-signature: INFORMATION.: [811, 1936, 877, 1946]
canterbury-heading: CANTERBURY.: [976, 600, 1024, 610]
table-cell-label: General Government balance of advance: [673, 525, 784, 533]
table-cell-label: Contracts: [673, 453, 700, 461]
paragraph: Mr. HAY seconded the motion.: [460, 732, 549, 741]
paragraph: Mr. STUART wanted to add two words before putting the motion.: [460, 306, 648, 315]
table-cell-label: [673, 760, 838, 768]
liabilities-table-3: [673, 577, 877, 649]
table-row: [673, 453, 877, 461]
paragraph: "TO THE HONORABLE THE HOUSE OF REPRESENTATIVES.: [680, 352, 873, 361]
campbelltown-paragraphs: [673, 1710, 877, 1746]
paragraph: WEDNESDAY, 7TH DEC., 1864.: [680, 1323, 778, 1332]
paragraph: The original motion with the Speaker's explanation, after a long discussion, which at times became personal, were then put and carried as follows:—: [453, 361, 657, 387]
page-number: 3: [1092, 2, 1102, 24]
paragraph: "That your memorialists have carefully examined the Provincial Accounts, and beg to lay the following statement before you.: [673, 407, 877, 425]
letter-2-closing-2: Your obedient servant,: [787, 2228, 877, 2238]
paragraph: The SPEAKER opened the sitting with prayer at a quarter to eight o'clock, p.m.: [453, 878, 657, 896]
paragraph: Joseph Lonvide was charged with ill-using a rabbit. He was fined 20s., with costs.: [673, 1397, 877, 1414]
paragraph: The House then adjourned at 10.20 till next evening (Thursday), at half-past seven.: [453, 849, 657, 866]
paragraph: Mr. H. D. Macdonald has consented to allow himself to be placed in nomination for the representation of the city in the Provincial Council.: [893, 1046, 1107, 1063]
paragraph: Mr. CALDER, after pointing out certain errors in the memorial, yet supported its adoption by the House. With such pressing liabilities and no available balance, he thought we should be unanimous in laying a statement before the Government. As to the railways, we should do our utmost to complete them, and urge their claims before the General Assembly.: [673, 937, 877, 989]
paragraph: SOUTHON V. PAINE.: [680, 1719, 746, 1728]
table-cell-label: [673, 641, 835, 649]
table-row: [673, 543, 877, 551]
table-row: [673, 559, 877, 567]
paragraph: Mr. M'NAB—I am a Justice of the Peace, and will put them on oath in a minute.: [453, 124, 657, 142]
column-3: [447, 34, 657, 1534]
table-cell-amount: 50,993 17 9: [844, 585, 877, 593]
paragraph: On the question being put to the House, it was declared the "noes" had it.: [233, 666, 437, 684]
